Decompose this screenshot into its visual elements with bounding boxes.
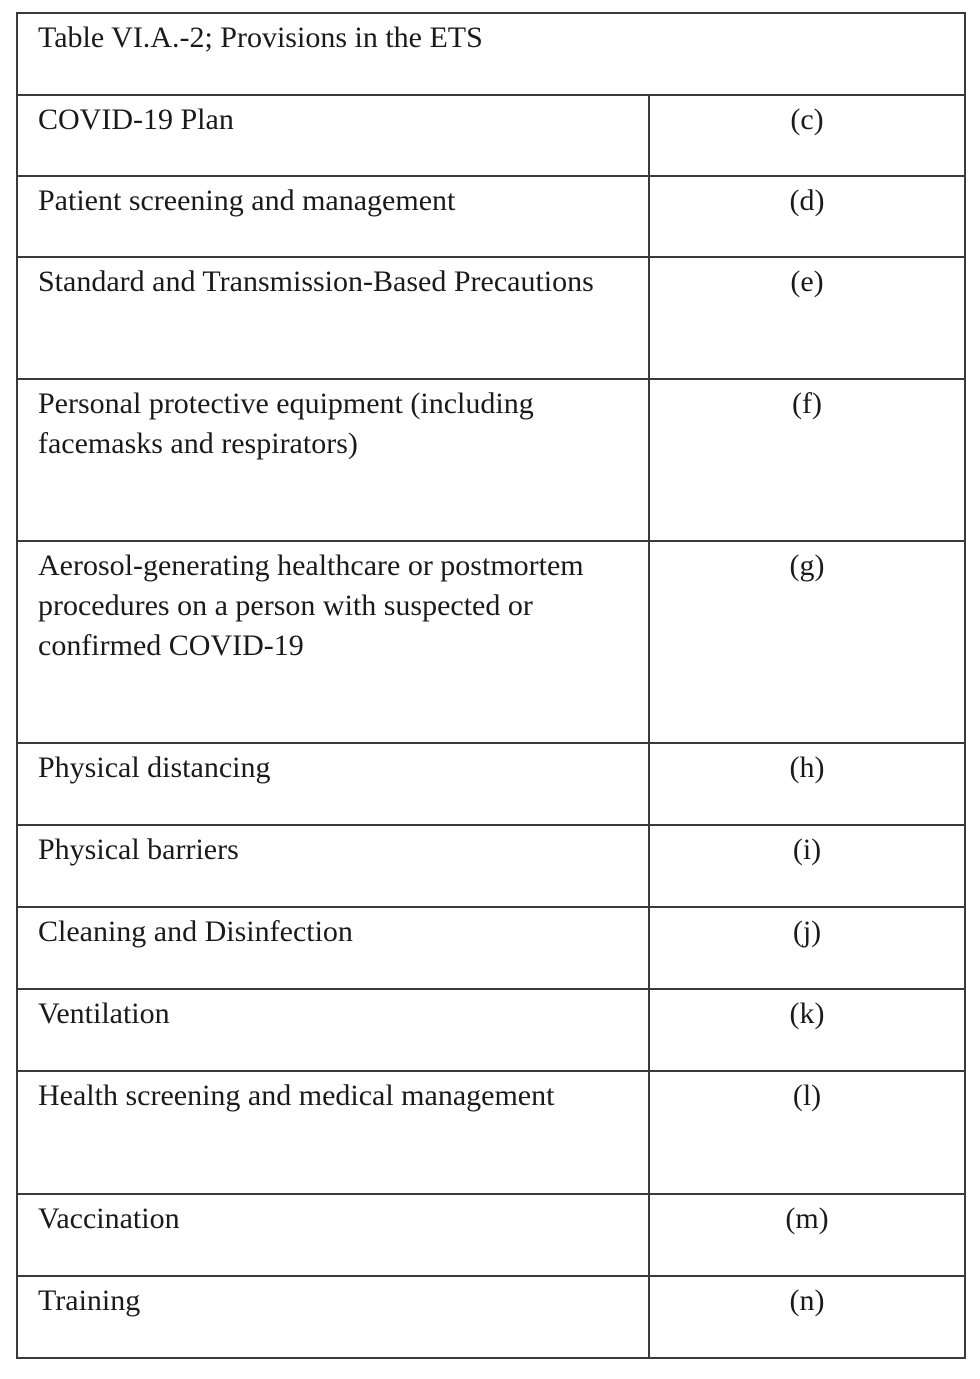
paragraph-cell: (d) — [649, 176, 965, 257]
table-row — [17, 257, 965, 379]
provision-cell: Health screening and medical management — [17, 1071, 649, 1194]
paragraph-cell: (g) — [649, 541, 965, 743]
provisions-table — [16, 12, 966, 1359]
provision-cell: COVID-19 Plan — [17, 95, 649, 176]
paragraph-cell: (e) — [649, 257, 965, 379]
paragraph-cell: (i) — [649, 825, 965, 907]
paragraph-cell: (l) — [649, 1071, 965, 1194]
paragraph-cell: (k) — [649, 989, 965, 1071]
paragraph-cell: (n) — [649, 1276, 965, 1358]
provision-cell: Personal protective equipment (including facemasks and respirators) — [17, 379, 649, 541]
table-row — [17, 176, 965, 257]
paragraph-cell: (c) — [649, 95, 965, 176]
table-caption: Table VI.A.-2; Provisions in the ETS — [17, 13, 965, 95]
paragraph-cell: (m) — [649, 1194, 965, 1276]
caption-row — [17, 13, 965, 95]
provision-cell: Physical distancing — [17, 743, 649, 825]
provision-cell: Vaccination — [17, 1194, 649, 1276]
table-row — [17, 743, 965, 825]
table-row — [17, 1276, 965, 1358]
provision-cell: Cleaning and Disinfection — [17, 907, 649, 989]
provision-cell: Patient screening and management — [17, 176, 649, 257]
table-row — [17, 379, 965, 541]
table-row — [17, 1071, 965, 1194]
table-row — [17, 1194, 965, 1276]
paragraph-cell: (f) — [649, 379, 965, 541]
provision-cell: Physical barriers — [17, 825, 649, 907]
paragraph-cell: (j) — [649, 907, 965, 989]
provision-cell: Training — [17, 1276, 649, 1358]
provision-cell: Aerosol-generating healthcare or postmortem procedures on a person with suspected or confirmed COVID-19 — [17, 541, 649, 743]
table-row — [17, 989, 965, 1071]
provision-cell: Standard and Transmission-Based Precautions — [17, 257, 649, 379]
table-row — [17, 825, 965, 907]
paragraph-cell: (h) — [649, 743, 965, 825]
table-row — [17, 95, 965, 176]
table-row — [17, 907, 965, 989]
provision-cell: Ventilation — [17, 989, 649, 1071]
table-row — [17, 541, 965, 743]
